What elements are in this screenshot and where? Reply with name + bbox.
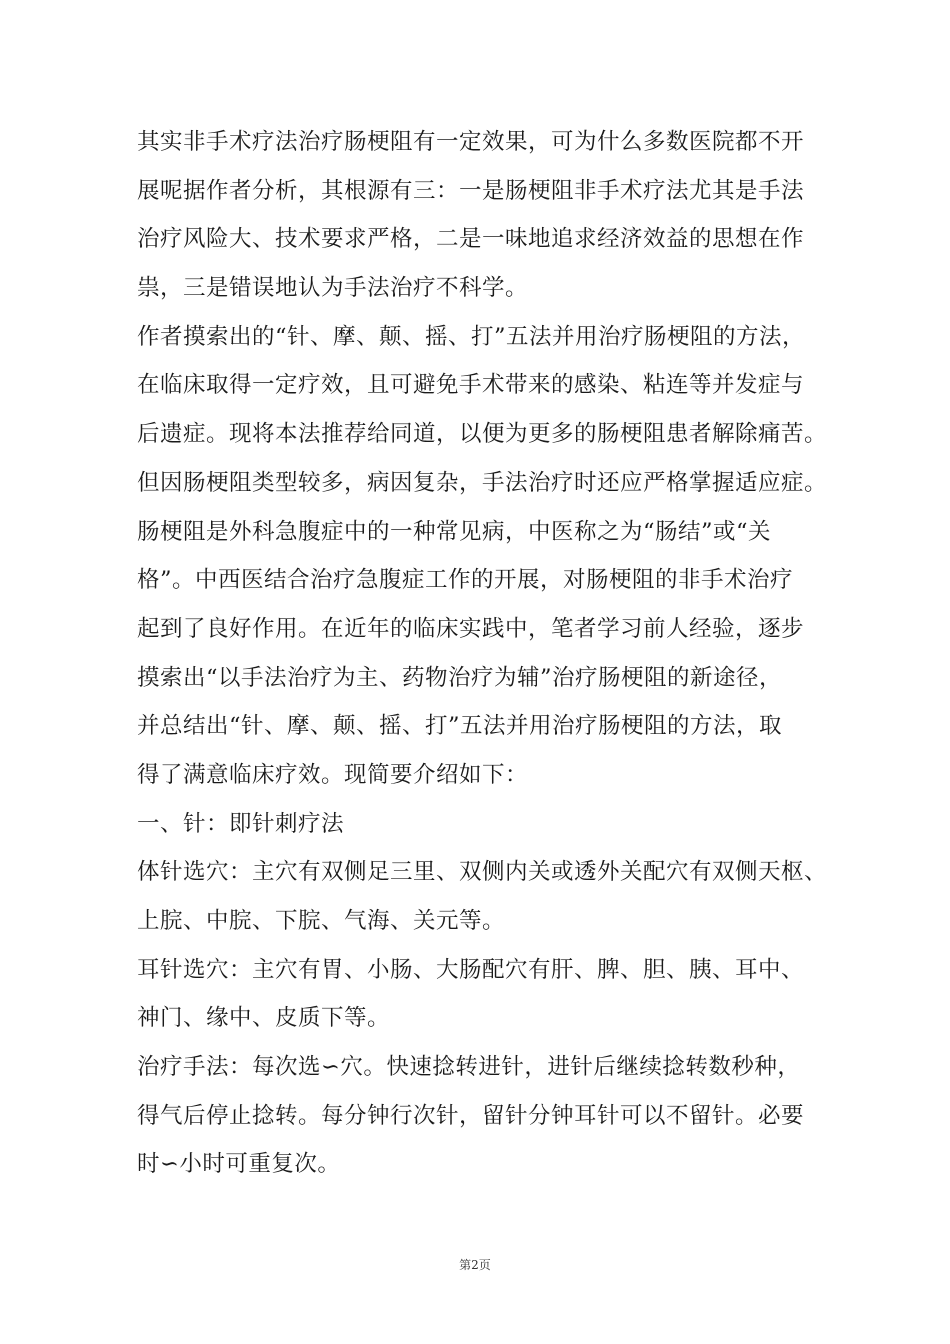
page-number: 第2页 [459, 1258, 491, 1272]
text-line: 并总结出“针、摩、颠、摇、打”五法并用治疗肠梗阻的方法，取 [137, 713, 783, 740]
text-line: 得气后停止捻转。每分钟行次针，留针分钟耳针可以不留针。必要 [137, 1102, 805, 1129]
text-line: 上脘、中脘、下脘、气海、关元等。 [137, 908, 506, 934]
text-line: 得了满意临床疗效。现简要介绍如下： [137, 761, 529, 788]
text-line: 祟，三是错误地认为手法治疗不科学。 [137, 275, 529, 302]
section-heading: 一、针：即针刺疗法 [137, 810, 345, 837]
text-line: 在临床取得一定疗效，且可避免手术带来的感染、粘连等并发症与 [137, 372, 805, 399]
text-line: 体针选穴：主穴有双侧足三里、双侧内关或透外关配穴有双侧天枢、 [137, 859, 828, 886]
text-line: 作者摸索出的“针、摩、颠、摇、打”五法并用治疗肠梗阻的方法， [137, 323, 806, 350]
text-line: 后遗症。现将本法推荐给同道，以便为更多的肠梗阻患者解除痛苦。 [137, 421, 828, 448]
text-line: 起到了良好作用。在近年的临床实践中，笔者学习前人经验，逐步 [137, 615, 805, 642]
text-line: 格”。中西医结合治疗急腹症工作的开展，对肠梗阻的非手术治疗 [137, 567, 794, 594]
text-line: 治疗风险大、技术要求严格，二是一味地追求经济效益的思想在作 [137, 226, 805, 253]
text-line: 耳针选穴：主穴有胃、小肠、大肠配穴有肝、脾、胆、胰、耳中、 [137, 956, 805, 983]
text-line: 展呢据作者分析，其根源有三：一是肠梗阻非手术疗法尤其是手法 [137, 177, 805, 204]
text-line: 神门、缘中、皮质下等。 [137, 1005, 391, 1032]
text-line: 时∽小时可重复次。 [137, 1151, 341, 1178]
text-line: 治疗手法：每次选∽穴。快速捻转进针，进针后继续捻转数秒种， [137, 1054, 801, 1081]
text-line: 摸索出“以手法治疗为主、药物治疗为辅”治疗肠梗阻的新途径， [137, 664, 783, 691]
text-line: 肠梗阻是外科急腹症中的一种常见病，中医称之为“肠结”或“关 [137, 518, 772, 545]
text-line: 但因肠梗阻类型较多，病因复杂，手法治疗时还应严格掌握适应症。 [137, 469, 828, 496]
document-body [137, 118, 837, 1189]
text-line: 其实非手术疗法治疗肠梗阻有一定效果，可为什么多数医院都不开 [137, 129, 805, 155]
